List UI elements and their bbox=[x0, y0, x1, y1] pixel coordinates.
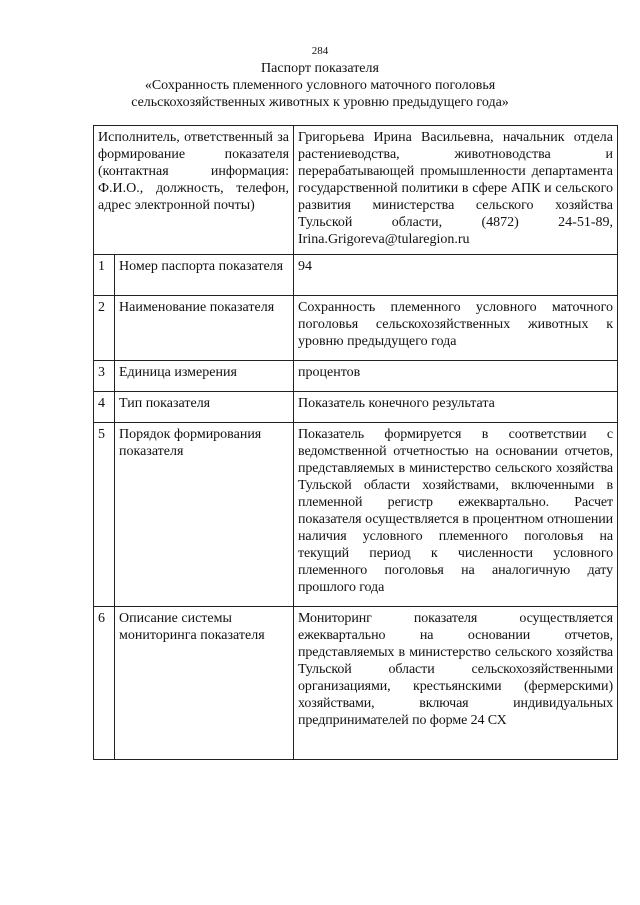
row-value: 94 bbox=[294, 255, 618, 296]
row-value: Сохранность племенного условного маточного поголовья сельскохозяйственных животных к уровню предыдущего года bbox=[294, 296, 618, 361]
document-title bbox=[0, 60, 640, 111]
table-row bbox=[94, 361, 618, 392]
row-number: 5 bbox=[94, 423, 115, 607]
row-name: Описание системы мониторинга показателя bbox=[115, 607, 294, 760]
row-name: Порядок формирования показателя bbox=[115, 423, 294, 607]
row-value: процентов bbox=[294, 361, 618, 392]
responsible-row bbox=[94, 126, 618, 255]
row-name: Единица измерения bbox=[115, 361, 294, 392]
row-number: 1 bbox=[94, 255, 115, 296]
passport-table bbox=[93, 125, 618, 760]
title-line-1: Паспорт показателя bbox=[261, 61, 379, 76]
table-row bbox=[94, 296, 618, 361]
title-line-2: «Сохранность племенного условного маточного поголовья bbox=[144, 78, 496, 93]
row-value: Мониторинг показателя осуществляется ежеквартально на основании отчетов, представляемых в министерство сельского хозяйства Тульской области сельскохозяйственными организациями, крестьянскими (фермерскими) хозяйствами, включая индивидуальных предпринимателей по форме 24 СХ bbox=[294, 607, 618, 760]
responsible-value: Григорьева Ирина Васильевна, начальник отдела растениеводства, животноводства и перерабатывающей промышленности департамента государственной политики в сфере АПК и сельского развития министерства сельского хозяйства Тульской области, (4872) 24-51-89, Irina.Grigoreva@tularegion.ru bbox=[294, 126, 618, 255]
row-number: 3 bbox=[94, 361, 115, 392]
title-line-3: сельскохозяйственных животных к уровню предыдущего года» bbox=[131, 95, 509, 110]
row-name: Тип показателя bbox=[115, 392, 294, 423]
responsible-label: Исполнитель, ответственный за формирование показателя (контактная информация: Ф.И.О., должность, телефон, адрес электронной почты) bbox=[94, 126, 294, 255]
row-name: Наименование показателя bbox=[115, 296, 294, 361]
row-number: 4 bbox=[94, 392, 115, 423]
row-number: 2 bbox=[94, 296, 115, 361]
row-value: Показатель формируется в соответствии с ведомственной отчетностью на основании отчетов, представляемых в министерство сельского хозяйства Тульской области хозяйствами, включенными в племенной регистр ежеквартально. Расчет показателя осуществляется в процентном отношении наличия условного племенного поголовья на текущий период к численности условного племенного поголовья на аналогичную дату прошлого года bbox=[294, 423, 618, 607]
table-row bbox=[94, 423, 618, 607]
row-name: Номер паспорта показателя bbox=[115, 255, 294, 296]
table-row bbox=[94, 392, 618, 423]
table-row bbox=[94, 607, 618, 760]
row-number: 6 bbox=[94, 607, 115, 760]
table-row bbox=[94, 255, 618, 296]
page-number: 284 bbox=[311, 45, 329, 57]
row-value: Показатель конечного результата bbox=[294, 392, 618, 423]
